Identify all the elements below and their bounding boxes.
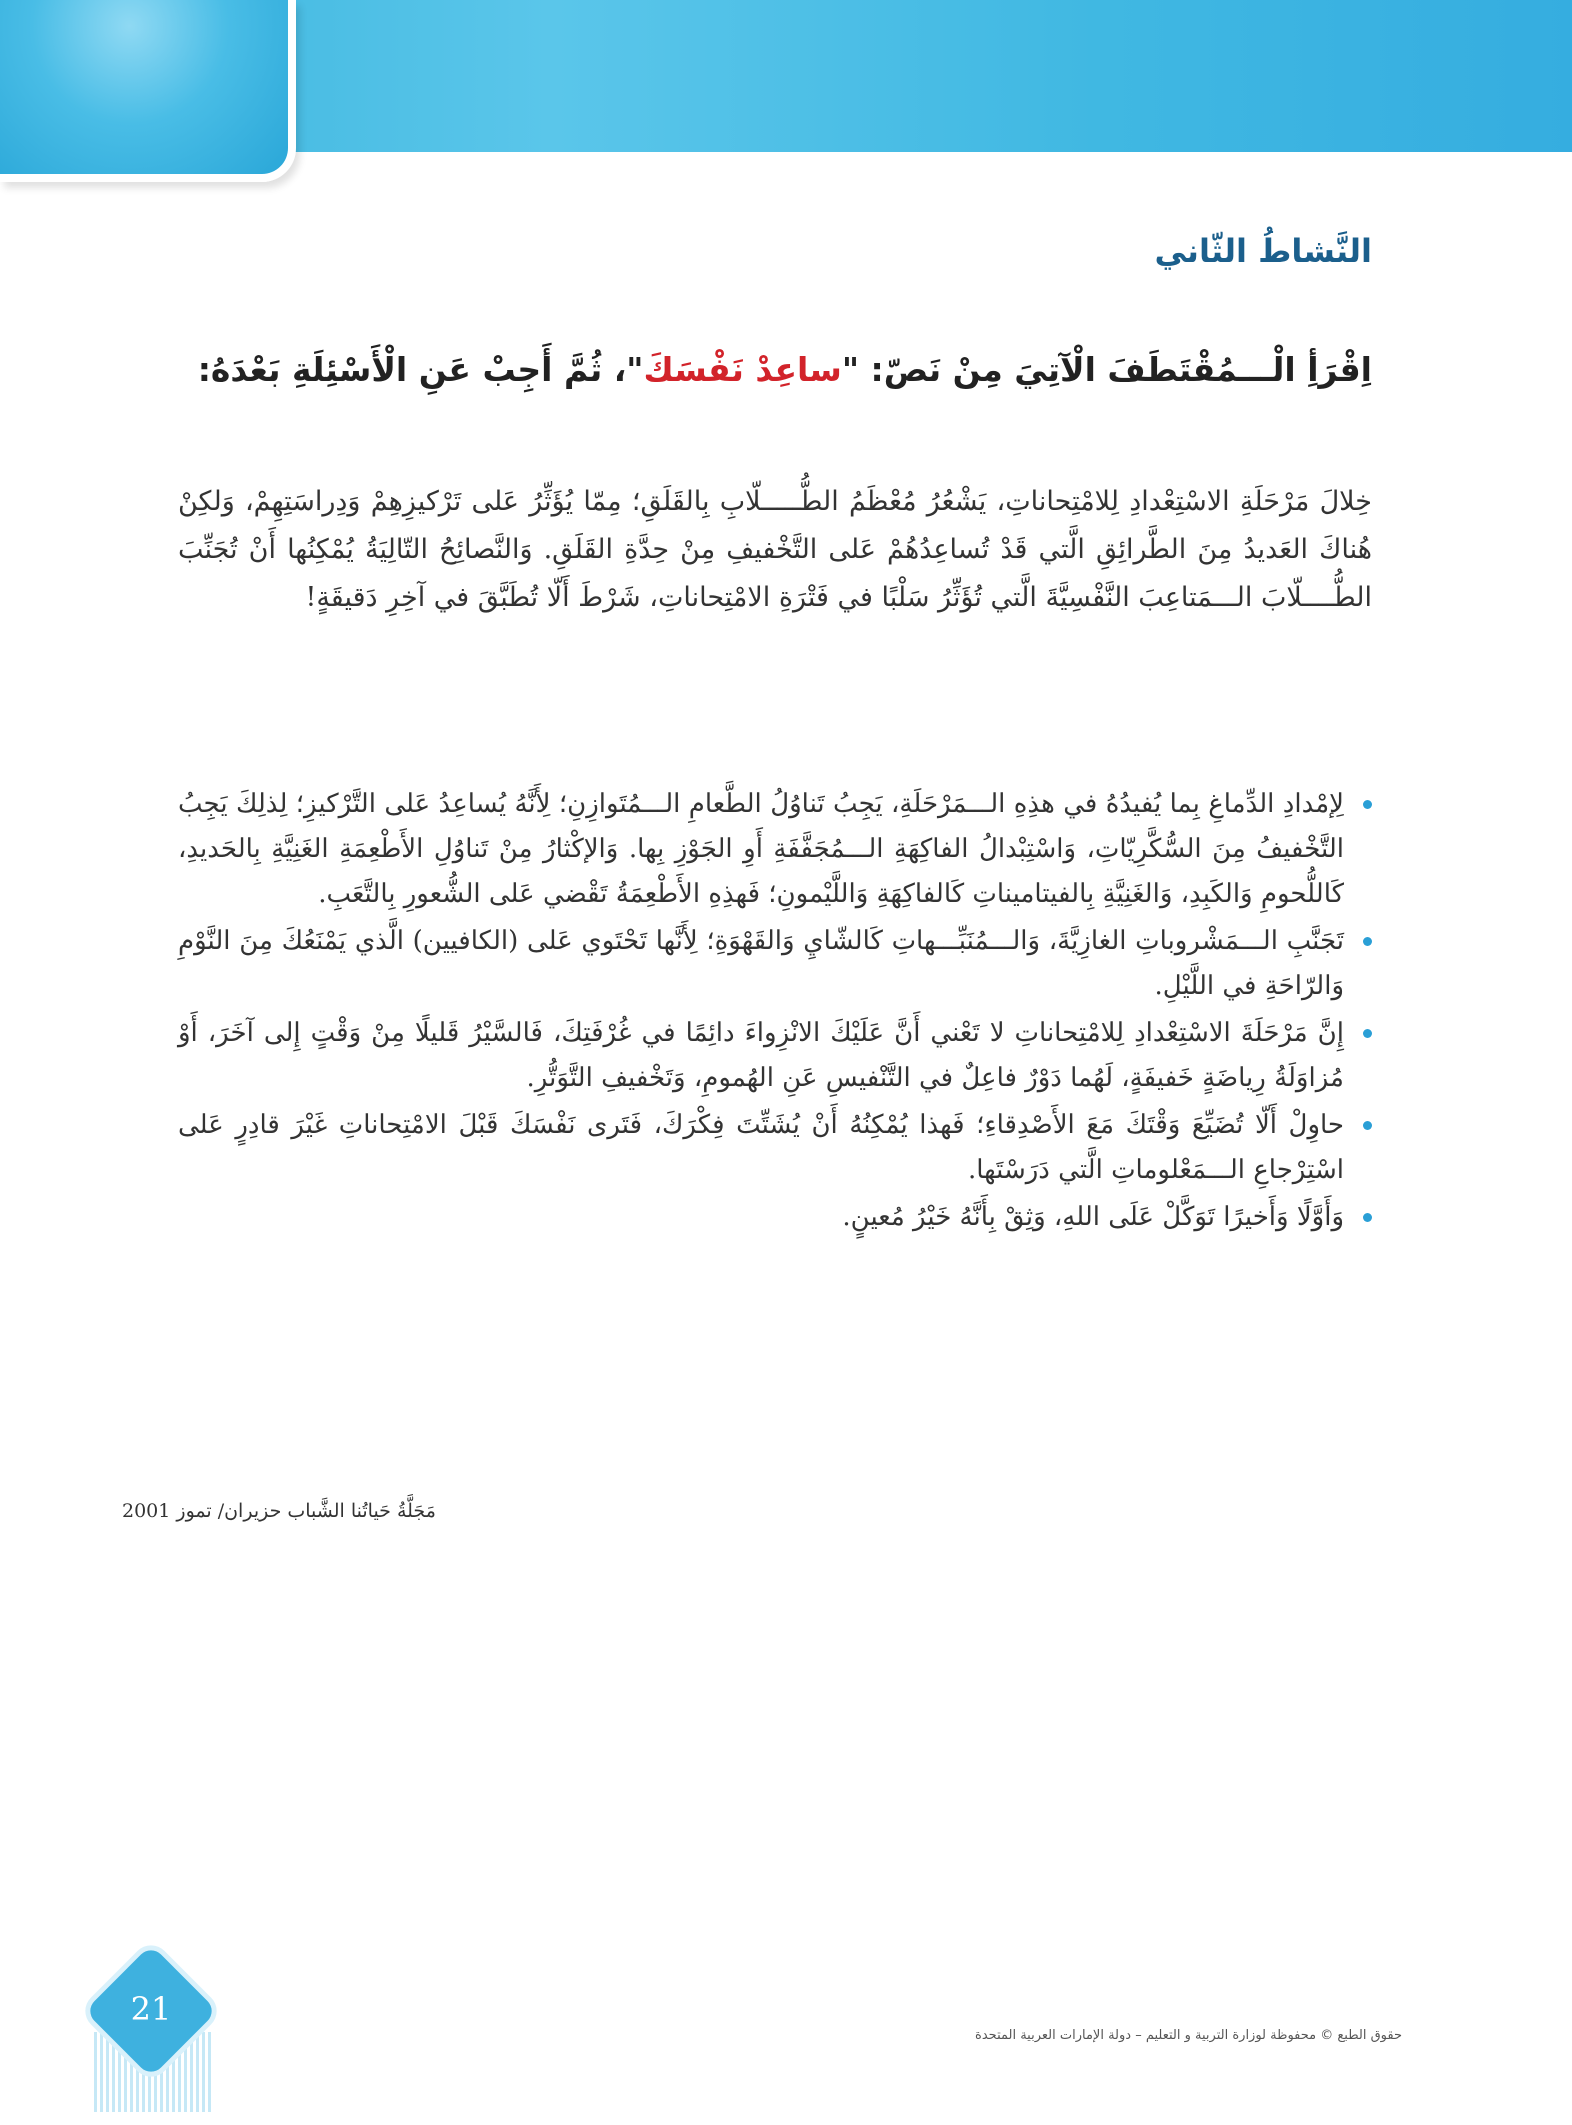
tip-text: تَجَنَّبِ الـــمَشْروباتِ الغازِيَّةَ، وَالـــمُنَبِّـــهاتِ كَالشّايِ وَالقَهْوَةِ؛ لِأَنَّها تَحْتَوي عَلى (الكافيين) الَّذي يَمْنَعُكَ مِنَ النَّوْمِ وَالرّاحَةِ في اللَّيْلِ. <box>178 926 1344 1001</box>
intro-paragraph: خِلالَ مَرْحَلَةِ الاسْتِعْدادِ لِلامْتِحاناتِ، يَشْعُرُ مُعْظَمُ الطُّـــــلّابِ بِالقَلَقِ؛ مِمّا يُؤَثِّرُ عَلى تَرْكيزِهِمْ وَدِراسَتِهِمْ، وَلكِنْ هُناكَ العَديدُ مِنَ الطَّرائِقِ الَّتي قَدْ تُساعِدُهُمْ عَلى التَّخْفيفِ مِنْ حِدَّةِ القَلَقِ. وَالنَّصائِحُ التّالِيَةُ يُمْكِنُها أَنْ تُجَنِّبَ الطُّــــلّابَ الـــمَتاعِبَ النَّفْسِيَّةَ الَّتي تُؤَثِّرُ سَلْبًا في فَتْرَةِ الامْتِحاناتِ، شَرْطَ أَلّا تُطَبَّقَ في آخِرِ دَقيقَةٍ! <box>178 486 1372 613</box>
bullet-icon <box>1363 937 1372 946</box>
tips-list <box>178 782 1372 1242</box>
list-item <box>178 782 1372 917</box>
page-number-badge <box>86 1962 216 2112</box>
list-item <box>178 1195 1372 1240</box>
instruction-line <box>170 350 1372 389</box>
header-corner-decoration <box>0 0 296 182</box>
bullet-icon <box>1363 800 1372 809</box>
list-item <box>178 919 1372 1009</box>
instruction-after: "، ثُمَّ أَجِبْ عَنِ الْأَسْئِلَةِ بَعْدَهُ: <box>197 350 644 389</box>
list-item <box>178 1103 1372 1193</box>
copyright-notice: حقوق الطبع © محفوظة لوزارة التربية و التعليم – دولة الإمارات العربية المتحدة <box>975 2028 1402 2043</box>
page-number: 21 <box>130 1990 172 2028</box>
activity-title: النَّشاطُ الثّاني <box>1154 232 1372 270</box>
tip-text: إِنَّ مَرْحَلَةَ الاسْتِعْدادِ لِلامْتِحاناتِ لا تَعْني أَنَّ عَلَيْكَ الانْزِواءَ دائِمًا في غُرْفَتِكَ، فَالسَّيْرُ قَليلًا مِنْ وَقْتٍ إِلى آخَرَ، أَوْ مُزاوَلَةُ رِياضَةٍ خَفيفَةٍ، لَهُما دَوْرٌ فاعِلٌ في التَّنْفيسِ عَنِ الهُمومِ، وَتَخْفيفِ التَّوَتُّرِ. <box>178 1018 1344 1093</box>
list-item <box>178 1011 1372 1101</box>
tip-text: حاوِلْ أَلّا تُضَيِّعَ وَقْتَكَ مَعَ الأَصْدِقاءِ؛ فَهذا يُمْكِنُهُ أَنْ يُشَتِّتَ فِكْرَكَ، فَتَرى نَفْسَكَ قَبْلَ الامْتِحاناتِ غَيْرَ قادِرٍ عَلى اسْتِرْجاعِ الـــمَعْلوماتِ الَّتي دَرَسْتَها. <box>178 1110 1344 1185</box>
instruction-before: اِقْرَأِ الْـــمُقْتَطَفَ الْآتِيَ مِنْ نَصّ: " <box>841 350 1372 389</box>
bullet-icon <box>1363 1121 1372 1130</box>
bullet-icon <box>1363 1213 1372 1222</box>
bullet-icon <box>1363 1029 1372 1038</box>
tip-text: لِإمْدادِ الدِّماغِ بِما يُفيدُهُ في هذِهِ الـــمَرْحَلَةِ، يَجِبُ تَناوُلُ الطَّعامِ الـــمُتَوازِنِ؛ لِأَنَّهُ يُساعِدُ عَلى التَّرْكيزِ؛ لِذلِكَ يَجِبُ التَّخْفيفُ مِنَ السُّكَّرِيّاتِ، وَاسْتِبْدالُ الفاكِهَةِ الـــمُجَفَّفَةِ أَوِ الجَوْزِ بِها. وَالإكْثارُ مِنْ تَناوُلِ الأَطْعِمَةِ الغَنِيَّةِ بِالحَديدِ، كَاللُّحومِ وَالكَبِدِ، وَالغَنِيَّةِ بِالفيتاميناتِ كَالفاكِهَةِ وَاللَّيْمونِ؛ فَهذِهِ الأَطْعِمَةُ تَقْضي عَلى الشُّعورِ بِالتَّعَبِ. <box>178 789 1344 909</box>
source-citation: مَجَلَّةُ حَياتُنا الشَّباب حزيران/ تموز 2001 <box>122 1500 436 1522</box>
tip-text: وَأَوَّلًا وَأَخيرًا تَوَكَّلْ عَلَى اللهِ، وَثِقْ بِأَنَّهُ خَيْرُ مُعينٍ. <box>842 1202 1344 1232</box>
text-title-highlight: ساعِدْ نَفْسَكَ <box>643 350 842 389</box>
